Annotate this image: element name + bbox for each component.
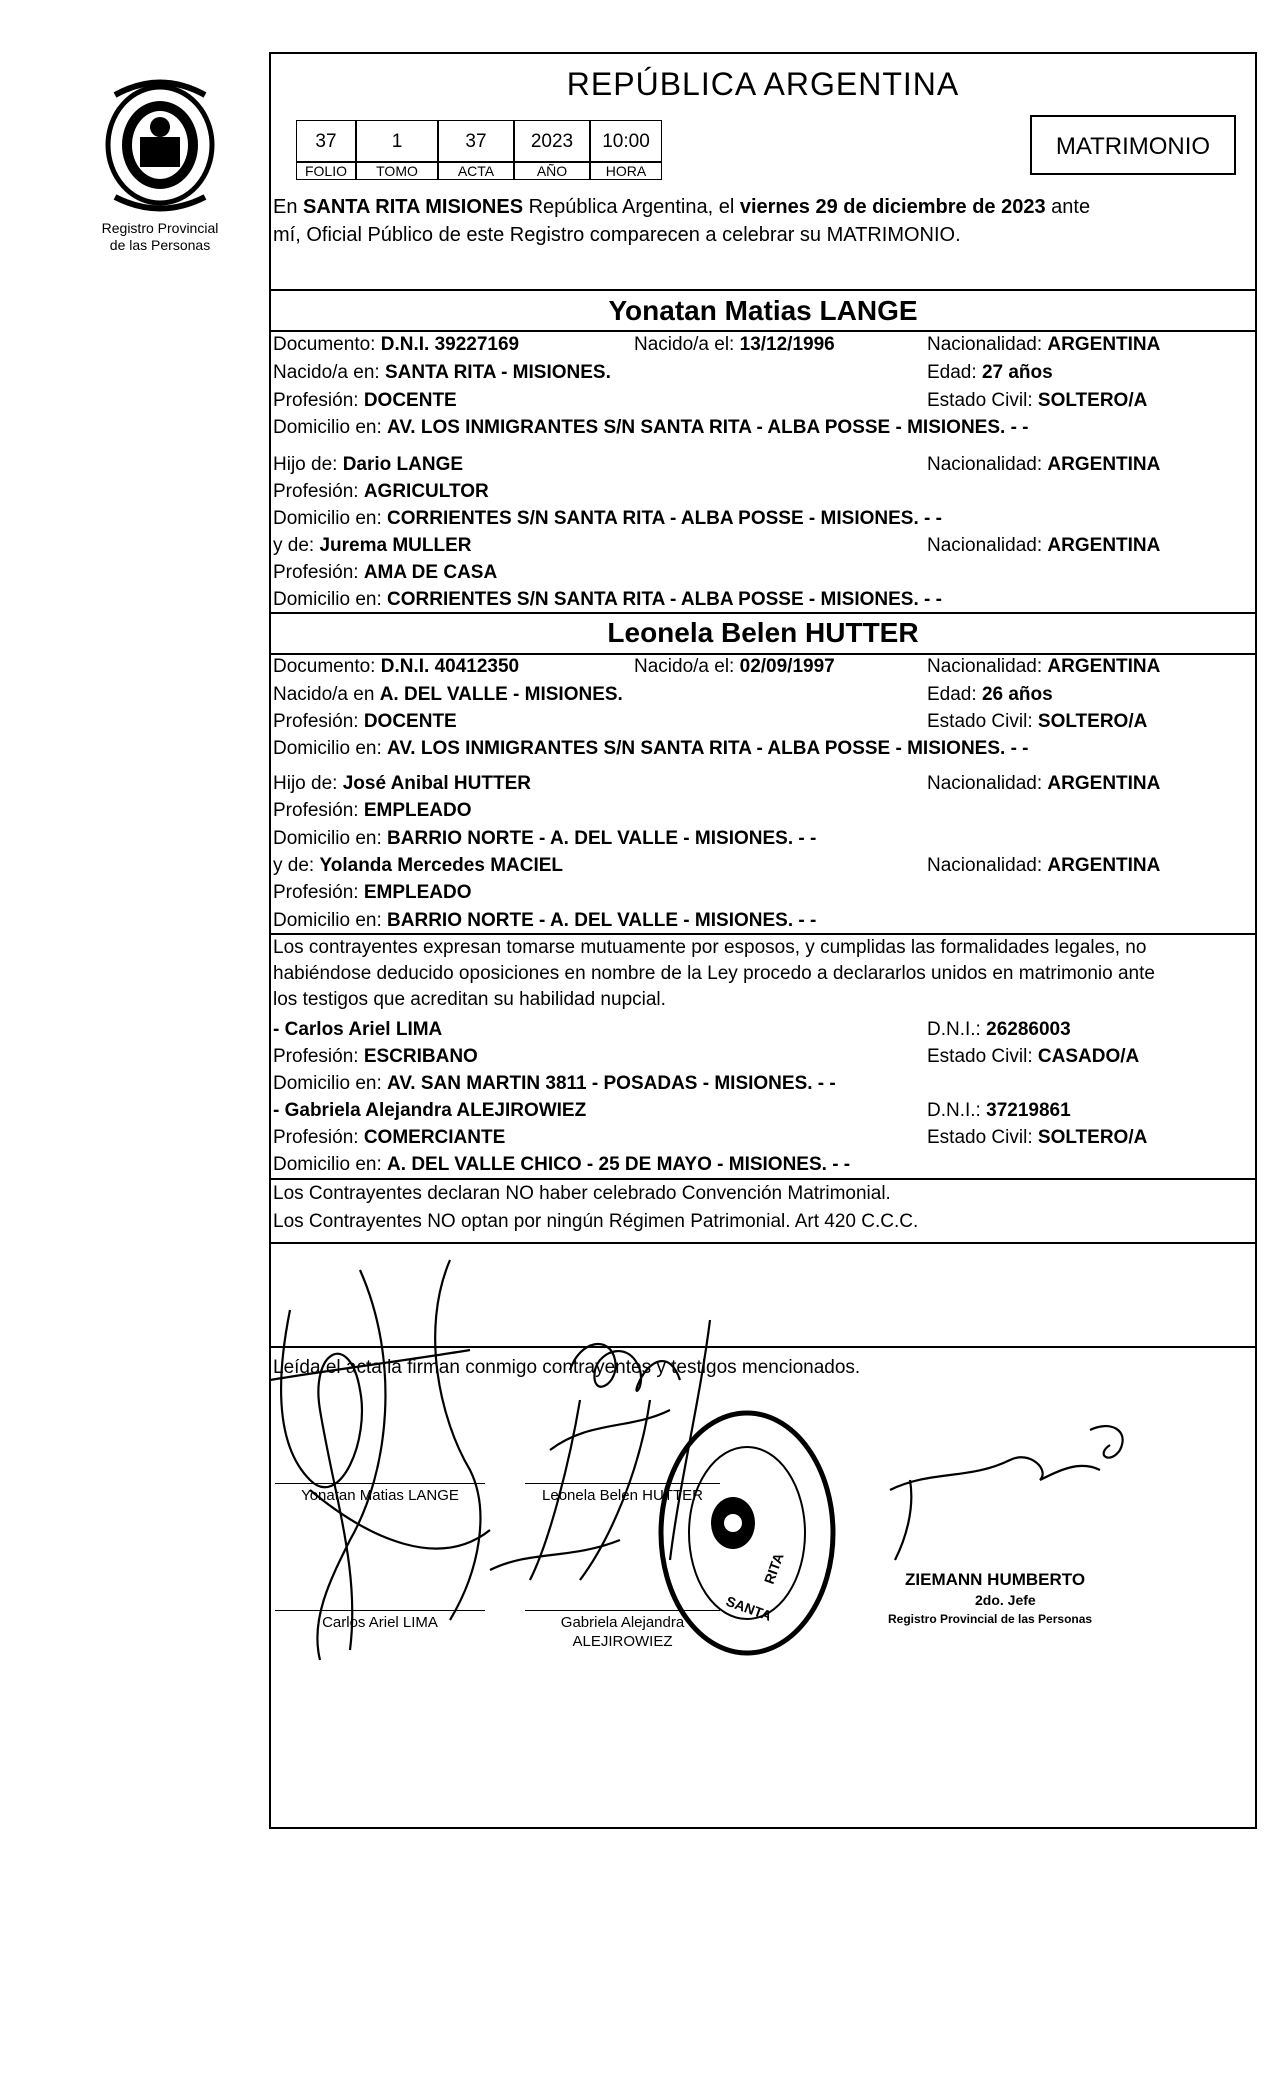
groom-civil-status: Estado Civil: SOLTERO/A [927, 390, 1148, 411]
groom-doc: Documento: D.N.I. 39227169 [273, 334, 520, 355]
act-type-box: MATRIMONIO [1030, 115, 1236, 175]
declaration-line-3: los testigos que acreditan su habilidad nupcial. [273, 989, 666, 1010]
witness-1-civil-status: Estado Civil: CASADO/A [927, 1046, 1140, 1067]
intro-text-c: ante [1045, 196, 1091, 218]
intro-line-1 [273, 196, 1090, 218]
groom-age: Edad: 27 años [927, 362, 1053, 383]
witness-2-profession: Profesión: COMERCIANTE [273, 1127, 506, 1148]
bride-born-on: Nacido/a el: 02/09/1997 [634, 656, 835, 677]
bride-name: Leonela Belen HUTTER [607, 617, 919, 648]
divider [269, 612, 1257, 614]
divider [269, 330, 1257, 332]
groom-mother: y de: Jurema MULLER [273, 535, 472, 556]
bride-mother-nationality: Nacionalidad: ARGENTINA [927, 855, 1161, 876]
witness-2-name: - Gabriela Alejandra ALEJIROWIEZ [273, 1100, 587, 1121]
official-title: 2do. Jefe [975, 1592, 1036, 1608]
signature-name-witness-1: Carlos Ariel LIMA [322, 1614, 438, 1631]
acta-value: 37 [438, 120, 514, 162]
groom-father-address: Domicilio en: CORRIENTES S/N SANTA RITA - ALBA POSSE - MISIONES. - - [273, 508, 942, 529]
divider [269, 933, 1257, 935]
logo-caption-line1: Registro Provincial [101, 220, 219, 236]
bride-father-address: Domicilio en: BARRIO NORTE - A. DEL VALLE - MISIONES. - - [273, 828, 817, 849]
intro-date: viernes 29 de diciembre de 2023 [739, 196, 1046, 218]
groom-father-profession: Profesión: AGRICULTOR [273, 481, 489, 502]
bride-father-nationality: Nacionalidad: ARGENTINA [927, 773, 1161, 794]
bride-civil-status: Estado Civil: SOLTERO/A [927, 711, 1148, 732]
registry-logo [95, 75, 225, 215]
bride-profession: Profesión: DOCENTE [273, 711, 457, 732]
signature-name-witness-2-line-1: Gabriela Alejandra [560, 1614, 685, 1631]
divider [269, 289, 1257, 291]
groom-profession: Profesión: DOCENTE [273, 390, 457, 411]
groom-nationality: Nacionalidad: ARGENTINA [927, 334, 1161, 355]
groom-name: Yonatan Matias LANGE [608, 295, 918, 326]
signature-name-bride: Leonela Belen HUTTER [542, 1487, 703, 1504]
bride-born-in: Nacido/a en A. DEL VALLE - MISIONES. [273, 684, 623, 705]
intro-text-a: En [273, 196, 304, 218]
divider [269, 653, 1257, 655]
anio-label: AÑO [514, 162, 590, 180]
bride-mother-address: Domicilio en: BARRIO NORTE - A. DEL VALLE - MISIONES. - - [273, 910, 817, 931]
witness-1-profession: Profesión: ESCRIBANO [273, 1046, 478, 1067]
tomo-value: 1 [356, 120, 438, 162]
bride-mother: y de: Yolanda Mercedes MACIEL [273, 855, 564, 876]
svg-text:SANTA: SANTA [723, 1592, 774, 1624]
page-title: REPÚBLICA ARGENTINA [566, 66, 960, 102]
official-name: ZIEMANN HUMBERTO [905, 1570, 1086, 1589]
bride-doc: Documento: D.N.I. 40412350 [273, 656, 520, 677]
regime-line-2: Los Contrayentes NO optan por ningún Régimen Patrimonial. Art 420 C.C.C. [273, 1211, 919, 1232]
signature-name-witness-2-line-2: ALEJIROWIEZ [572, 1633, 673, 1650]
groom-born-on: Nacido/a el: 13/12/1996 [634, 334, 835, 355]
groom-mother-nationality: Nacionalidad: ARGENTINA [927, 535, 1161, 556]
intro-place: SANTA RITA MISIONES [303, 196, 524, 218]
bride-father: Hijo de: José Anibal HUTTER [273, 773, 531, 794]
intro-text-b: República Argentina, el [523, 196, 740, 218]
witness-2-dni: D.N.I.: 37219861 [927, 1100, 1071, 1121]
closing-text: Leída el acta la firman conmigo contrayentes y testigos mencionados. [273, 1357, 861, 1378]
bride-age: Edad: 26 años [927, 684, 1053, 705]
groom-mother-address: Domicilio en: CORRIENTES S/N SANTA RITA - ALBA POSSE - MISIONES. - - [273, 589, 942, 610]
intro-line-2: mí, Oficial Público de este Registro comparecen a celebrar su MATRIMONIO. [273, 224, 961, 246]
svg-text:RITA: RITA [760, 1550, 787, 1587]
official-org: Registro Provincial de las Personas [888, 1612, 1093, 1626]
witness-1-name: - Carlos Ariel LIMA [273, 1019, 443, 1040]
bride-nationality: Nacionalidad: ARGENTINA [927, 656, 1161, 677]
witness-2-address: Domicilio en: A. DEL VALLE CHICO - 25 DE MAYO - MISIONES. - - [273, 1154, 851, 1175]
registry-stamp [655, 1405, 840, 1660]
groom-father-nationality: Nacionalidad: ARGENTINA [927, 454, 1161, 475]
hora-value: 10:00 [590, 120, 662, 162]
declaration-line-1: Los contrayentes expresan tomarse mutuamente por esposos, y cumplidas las formalidades legales, no [273, 937, 1147, 958]
regime-line-1: Los Contrayentes declaran NO haber celebrado Convención Matrimonial. [273, 1183, 891, 1204]
folio-label: FOLIO [296, 162, 356, 180]
acta-label: ACTA [438, 162, 514, 180]
groom-mother-profession: Profesión: AMA DE CASA [273, 562, 498, 583]
bride-father-profession: Profesión: EMPLEADO [273, 800, 472, 821]
groom-father: Hijo de: Dario LANGE [273, 454, 464, 475]
tomo-label: TOMO [356, 162, 438, 180]
folio-value: 37 [296, 120, 356, 162]
divider [269, 1178, 1257, 1180]
witness-1-address: Domicilio en: AV. SAN MARTIN 3811 - POSADAS - MISIONES. - - [273, 1073, 836, 1094]
witness-2-civil-status: Estado Civil: SOLTERO/A [927, 1127, 1148, 1148]
bride-mother-profession: Profesión: EMPLEADO [273, 882, 472, 903]
logo-caption-line2: de las Personas [109, 237, 211, 253]
groom-address: Domicilio en: AV. LOS INMIGRANTES S/N SANTA RITA - ALBA POSSE - MISIONES. - - [273, 417, 1029, 438]
hora-label: HORA [590, 162, 662, 180]
signature-name-groom: Yonatan Matias LANGE [301, 1487, 459, 1504]
anio-value: 2023 [514, 120, 590, 162]
declaration-line-2: habiéndose deducido oposiciones en nombre de la Ley procedo a declararlos unidos en matrimonio ante [273, 963, 1155, 984]
witness-1-dni: D.N.I.: 26286003 [927, 1019, 1071, 1040]
groom-born-in: Nacido/a en: SANTA RITA - MISIONES. [273, 362, 611, 383]
bride-address: Domicilio en: AV. LOS INMIGRANTES S/N SANTA RITA - ALBA POSSE - MISIONES. - - [273, 738, 1029, 759]
